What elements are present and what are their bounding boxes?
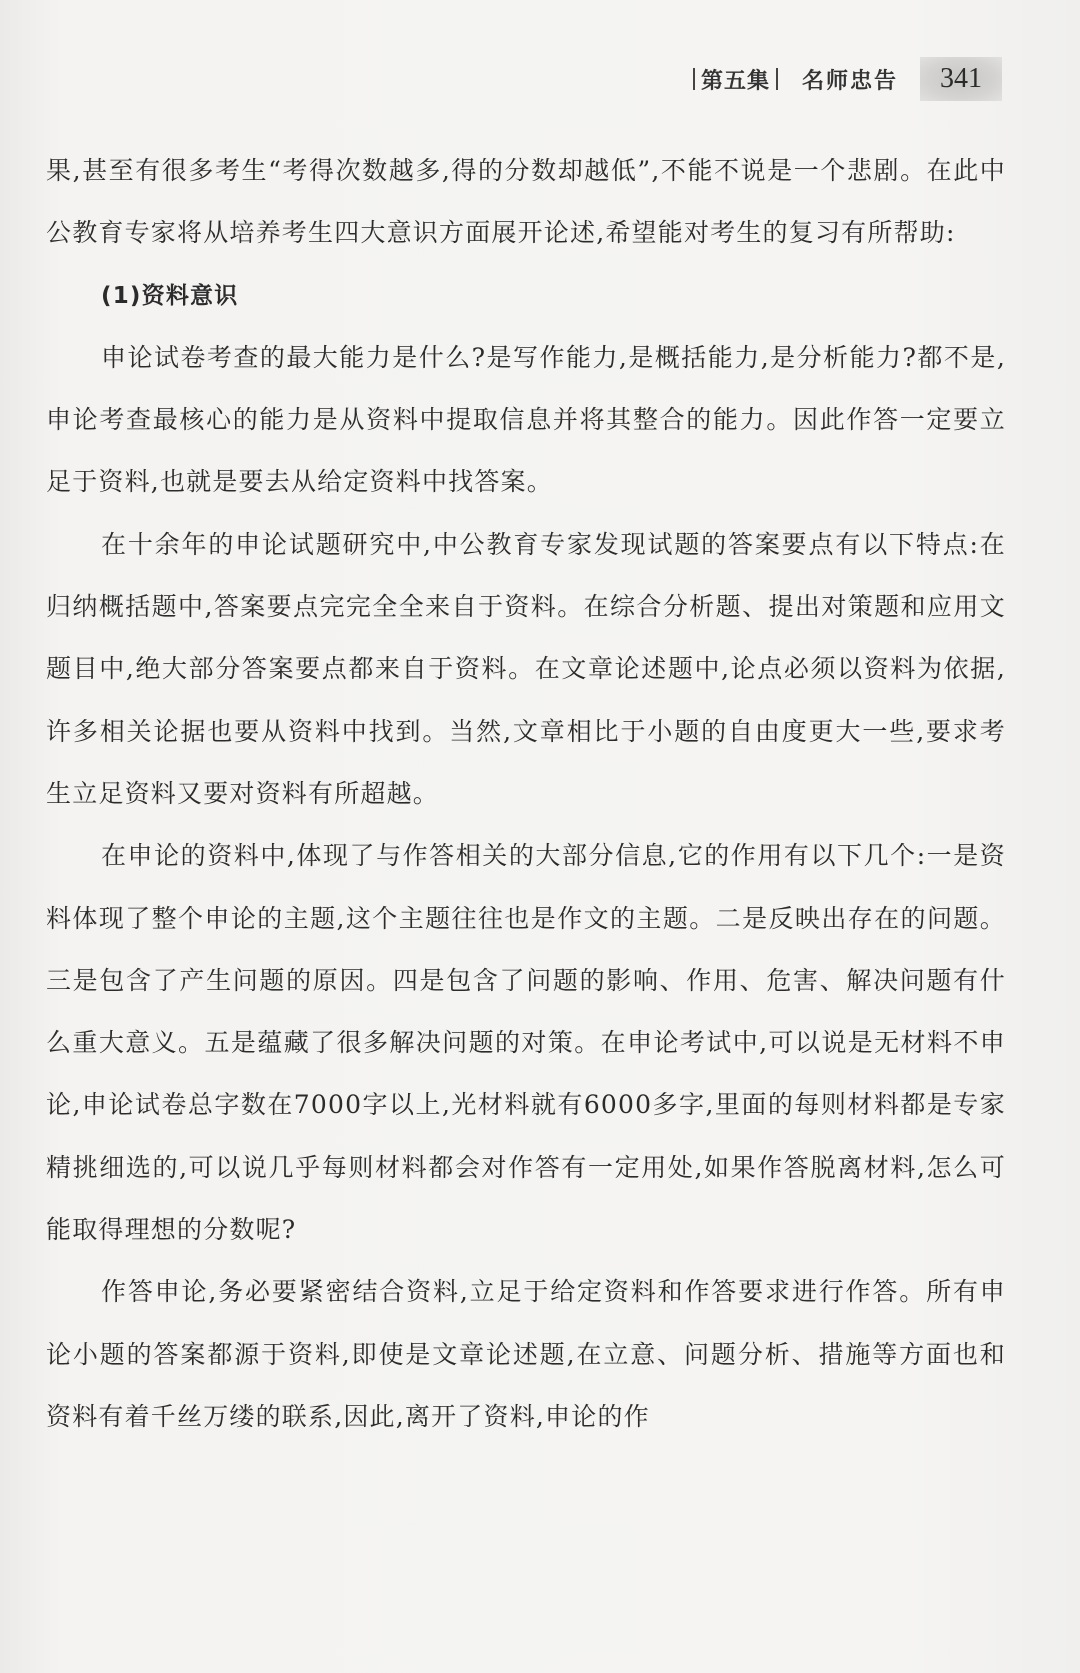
section-title: 名师忠告: [801, 68, 898, 94]
paragraph-5: 作答申论,务必要紧密结合资料,立足于给定资料和作答要求进行作答。所有申论小题的答案都源于资料,即使是文章论述题,在立意、问题分析、措施等方面也和资料有着千丝万缕的联系,因此,离开了资料,申论的作: [46, 1277, 1006, 1431]
paragraph-1: 果,甚至有很多考生“考得次数越多,得的分数却越低”,不能不说是一个悲剧。在此中公教育专家将从培养考生四大意识方面展开论述,希望能对考生的复习有所帮助:: [46, 156, 1006, 248]
section-heading-data-awareness: (1)资料意识: [101, 282, 239, 309]
paragraph-3: 在十余年的申论试题研究中,中公教育专家发现试题的答案要点有以下特点:在归纳概括题中,答案要点完完全全来自于资料。在综合分析题、提出对策题和应用文题目中,绝大部分答案要点都来自于资料。在文章论述题中,论点必须以资料为依据,许多相关论据也要从资料中找到。当然,文章相比于小题的自由度更大一些,要求考生立足资料又要对资料有所超越。: [46, 529, 1006, 808]
paragraph-2: 申论试卷考查的最大能力是什么?是写作能力,是概括能力,是分析能力?都不是,申论考查最核心的能力是从资料中提取信息并将其整合的能力。因此作答一定要立足于资料,也就是要去从给定资料中找答案。: [46, 342, 1006, 497]
body-text: [46, 140, 1006, 1448]
paragraph-4: 在申论的资料中,体现了与作答相关的大部分信息,它的作用有以下几个:一是资料体现了整个申论的主题,这个主题往往也是作文的主题。二是反映出存在的问题。三是包含了产生问题的原因。四是包含了问题的影响、作用、危害、解决问题有什么重大意义。五是蕴藏了很多解决问题的对策。在申论考试中,可以说是无材料不申论,申论试卷总字数在7000字以上,光材料就有6000多字,里面的每则材料都是专家精挑细选的,可以说几乎每则材料都会对作答有一定用处,如果作答脱离材料,怎么可能取得理想的分数呢?: [46, 841, 1006, 1245]
page-number: 341: [940, 63, 982, 94]
header-separator-left: [693, 68, 695, 90]
header-separator-right: [776, 68, 778, 90]
series-label: 第五集: [700, 68, 770, 94]
running-header: [687, 58, 1002, 100]
page-number-box: [920, 57, 1002, 101]
